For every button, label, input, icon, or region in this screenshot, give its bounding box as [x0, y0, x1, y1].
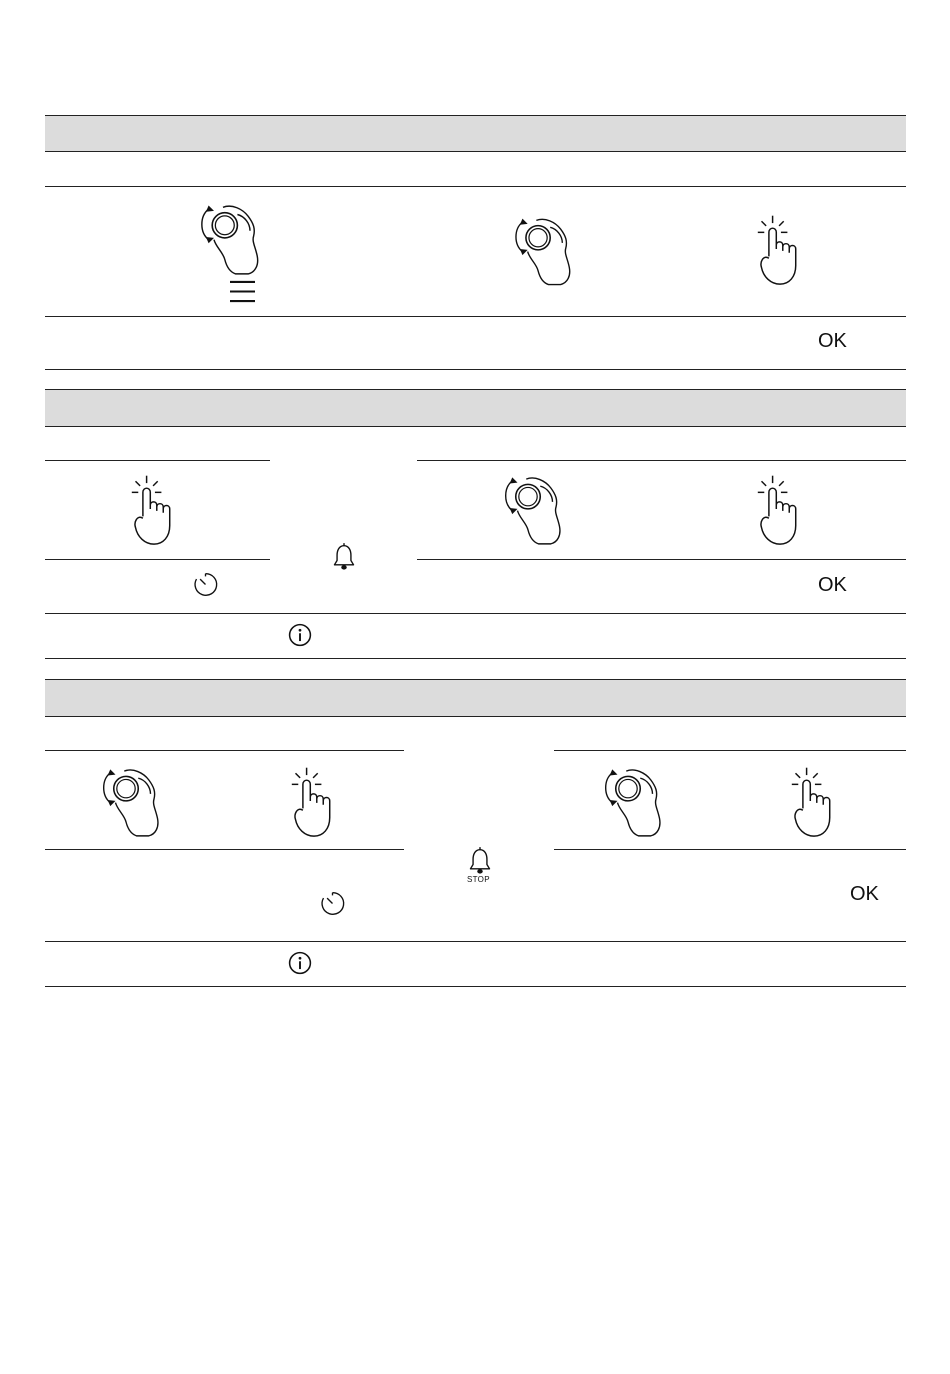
divider — [45, 750, 404, 751]
section-header-band — [45, 116, 906, 151]
timer-icon[interactable] — [192, 571, 219, 598]
ok-button-label[interactable]: OK — [818, 574, 847, 596]
divider — [45, 716, 906, 717]
rotate-knob-icon — [500, 468, 570, 548]
divider — [45, 426, 906, 427]
menu-icon[interactable] — [228, 279, 257, 304]
divider — [554, 849, 906, 850]
divider — [45, 658, 906, 659]
rotate-knob-icon — [196, 196, 268, 278]
rotate-knob-icon — [98, 760, 168, 840]
divider — [554, 750, 906, 751]
rotate-knob-icon — [600, 760, 670, 840]
stop-label: STOP — [467, 875, 490, 884]
divider — [417, 460, 906, 461]
timer-icon[interactable] — [319, 890, 346, 917]
divider — [45, 369, 906, 370]
section-header-band — [45, 680, 906, 716]
bell-icon[interactable] — [467, 846, 493, 876]
divider — [45, 941, 906, 942]
rotate-knob-icon — [510, 210, 580, 288]
divider — [45, 186, 906, 187]
divider — [45, 151, 906, 152]
tap-finger-icon — [126, 472, 182, 546]
info-icon — [287, 622, 313, 648]
ok-button-label[interactable]: OK — [818, 330, 847, 352]
section-header-band — [45, 390, 906, 426]
divider — [45, 460, 270, 461]
ok-button-label[interactable]: OK — [850, 883, 879, 905]
divider — [45, 849, 404, 850]
bell-icon[interactable] — [331, 542, 357, 572]
tap-finger-icon — [752, 472, 808, 546]
divider — [417, 559, 906, 560]
divider — [45, 986, 906, 987]
tap-finger-icon — [752, 212, 808, 286]
divider — [45, 316, 906, 317]
divider — [45, 559, 270, 560]
divider — [45, 613, 906, 614]
tap-finger-icon — [786, 764, 842, 838]
tap-finger-icon — [286, 764, 342, 838]
info-icon — [287, 950, 313, 976]
